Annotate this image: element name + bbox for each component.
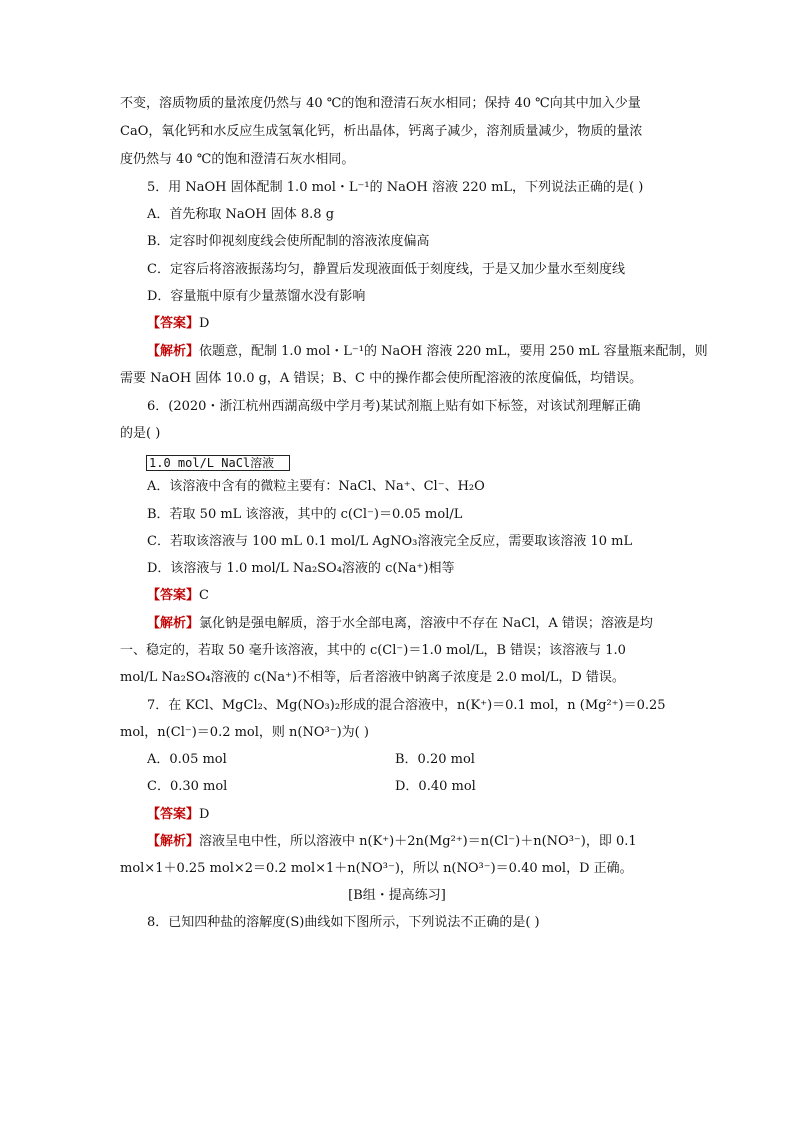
option-d: D．0.40 mol [395, 779, 476, 794]
question-8-stem: 8．已知四种盐的溶解度(S)曲线如下图所示，下列说法不正确的是( ) [147, 915, 540, 930]
analysis-line [147, 833, 637, 851]
analysis-text: 溶液呈电中性，所以溶液中 n(K⁺)＋2n(Mg²⁺)＝n(Cl⁻)＋n(NO³⁻)，即 0.1 [199, 834, 637, 849]
answer-value: C [199, 588, 209, 603]
option-b: B．0.20 mol [395, 752, 475, 767]
option-a: A．首先称取 NaOH 固体 8.8 g [147, 207, 335, 222]
text-line: CaO，氧化钙和水反应生成氢氧化钙，析出晶体，钙离子减少，溶剂质量减少，物质的量浓 [120, 124, 643, 139]
option-d: D．容量瓶中原有少量蒸馏水没有影响 [147, 289, 366, 304]
answer-tag: 【答案】 [147, 316, 200, 331]
option-c: C．0.30 mol [147, 779, 228, 794]
option-b: B．定容时仰视刻度线会使所配制的溶液浓度偏高 [147, 234, 430, 249]
option-b: B．若取 50 mL 该溶液，其中的 c(Cl⁻)＝0.05 mol/L [147, 507, 463, 522]
text-line: mol，n(Cl⁻)＝0.2 mol，则 n(NO³⁻)为( ) [120, 725, 369, 740]
reagent-label: 1.0 mol/L NaCl溶液 [146, 455, 290, 471]
answer-line [147, 587, 209, 605]
question-5-stem: 5．用 NaOH 固体配制 1.0 mol・L⁻¹的 NaOH 溶液 220 mL，下列说法正确的是( ) [147, 180, 644, 195]
analysis-tag: 【解析】 [147, 616, 200, 631]
option-c: C．若取该溶液与 100 mL 0.1 mol/L AgNO₃溶液完全反应，需要取该溶液 10 mL [147, 534, 633, 549]
question-6-stem: 6．(2020・浙江杭州西湖高级中学月考)某试剂瓶上贴有如下标签，对该试剂理解正确 [147, 399, 641, 414]
answer-tag: 【答案】 [147, 588, 200, 603]
text-line: 的是( ) [120, 426, 161, 441]
analysis-tag: 【解析】 [147, 344, 200, 359]
answer-value: D [199, 316, 210, 331]
option-c: C．定容后将溶液振荡均匀，静置后发现液面低于刻度线，于是又加少量水至刻度线 [147, 262, 625, 277]
option-a: A．0.05 mol [147, 752, 227, 767]
analysis-text: 氯化钠是强电解质，溶于水全部电离，溶液中不存在 NaCl，A 错误；溶液是均 [199, 616, 653, 631]
text-line: 一、稳定的，若取 50 毫升该溶液，其中的 c(Cl⁻)＝1.0 mol/L，B 错误；该溶液与 1.0 [120, 643, 626, 658]
answer-tag: 【答案】 [147, 807, 200, 822]
text-line: mol×1＋0.25 mol×2＝0.2 mol×1＋n(NO³⁻)，所以 n(NO³⁻)＝0.40 mol，D 正确。 [120, 861, 633, 876]
analysis-tag: 【解析】 [147, 834, 200, 849]
analysis-text: 依题意，配制 1.0 mol・L⁻¹的 NaOH 溶液 220 mL，要用 250 mL 容量瓶来配制，则 [199, 344, 708, 359]
answer-line [147, 806, 209, 824]
question-7-stem: 7．在 KCl、MgCl₂、Mg(NO₃)₂形成的混合溶液中，n(K⁺)＝0.1 mol，n (Mg²⁺)＝0.25 [147, 698, 666, 713]
text-line: 不变，溶质物质的量浓度仍然与 40 ℃的饱和澄清石灰水相同；保持 40 ℃向其中加入少量 [120, 96, 641, 111]
answer-value: D [199, 807, 210, 822]
analysis-line [147, 615, 653, 633]
text-line: mol/L Na₂SO₄溶液的 c(Na⁺)不相等，后者溶液中钠离子浓度是 2.0 mol/L，D 错误。 [120, 670, 625, 685]
text-line: 需要 NaOH 固体 10.0 g，A 错误；B、C 中的操作都会使所配溶液的浓度偏低，均错误。 [120, 371, 643, 386]
text-line: 度仍然与 40 ℃的饱和澄清石灰水相同。 [120, 152, 355, 167]
option-a: A．该溶液中含有的微粒主要有：NaCl、Na⁺、Cl⁻、H₂O [147, 479, 485, 494]
answer-line [147, 315, 209, 333]
section-heading: [B组・提高练习] [348, 888, 446, 903]
analysis-line [147, 343, 708, 361]
option-d: D．该溶液与 1.0 mol/L Na₂SO₄溶液的 c(Na⁺)相等 [147, 561, 455, 576]
